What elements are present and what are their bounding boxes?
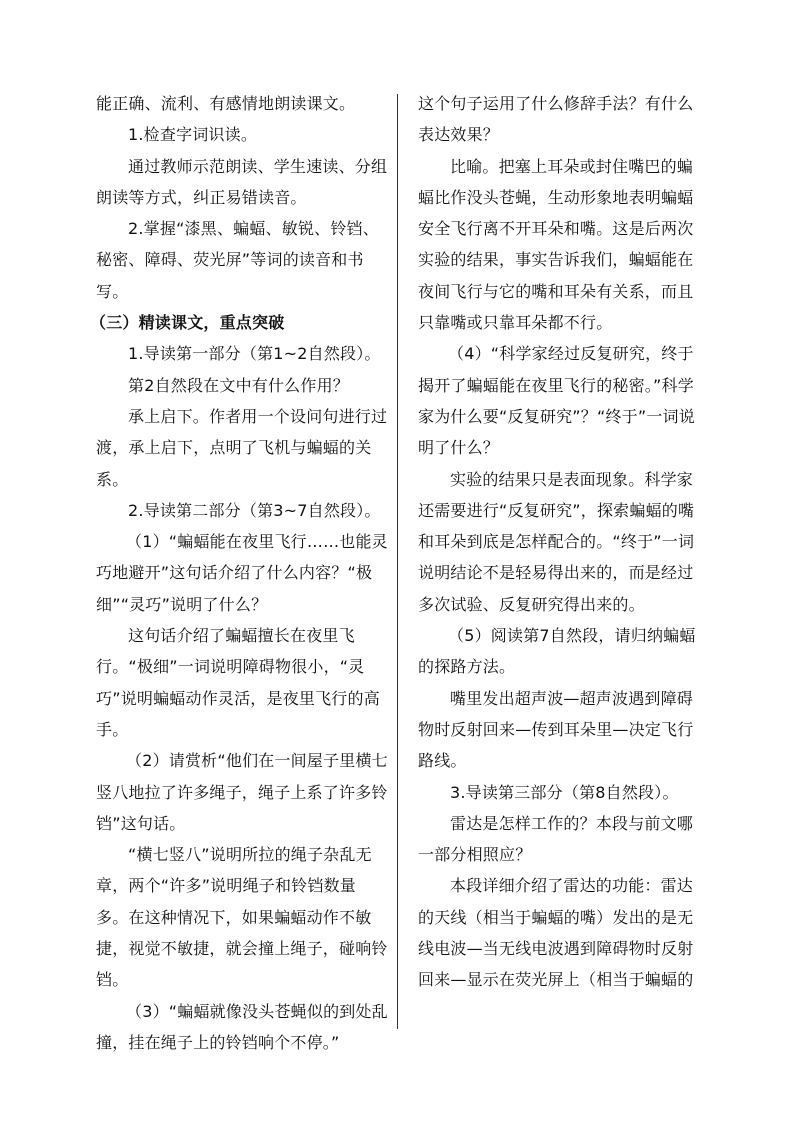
paragraph: 雷达是怎样工作的？本段与前文哪一部分相照应？ xyxy=(418,813,694,865)
paragraph: 通过教师示范朗读、学生速读、分组朗读等方式，纠正易错读音。 xyxy=(96,156,388,207)
paragraph: 实验的结果只是表面现象。科学家还需要进行“反复研究”，探索蝙蝠的嘴和耳朵到底是怎样配合的。“终于”一词说明结论不是轻易得出来的，而是经过多次试验、反复研究得出来的。 xyxy=(418,469,695,614)
paragraph: 嘴里发出超声波—超声波遇到障碍物时反射回来—传到耳朵里—决定飞行路线。 xyxy=(418,688,694,771)
paragraph: （4）“科学家经过反复研究，终于揭开了蝙蝠能在夜里飞行的秘密。”科学家为什么要“反复研究”？“终于”一词说明了什么？ xyxy=(418,344,695,458)
paragraph: 这个句子运用了什么修辞手法？有什么表达效果？ xyxy=(418,94,694,145)
column-divider xyxy=(397,94,398,1029)
paragraph: （2）请赏析“他们在一间屋子里横七竖八地拉了许多绳子，绳子上系了许多铃铛”这句话。 xyxy=(96,751,388,833)
paragraph: 本段详细介绍了雷达的功能：雷达的天线（相当于蝙蝠的嘴）发出的是无线电波—当无线电波遇到障碍物时反射回来—显示在荧光屏上（相当于蝙蝠的 xyxy=(418,876,694,990)
paragraph: 承上启下。作者用一个设问句进行过渡，承上启下，点明了飞机与蝙蝠的关系。 xyxy=(96,406,388,489)
paragraph: “横七竖八”说明所拉的绳子杂乱无章，两个“许多”说明绳子和铃铛数量多。在这种情况下，如果蝙蝠动作不敏捷，视觉不敏捷，就会撞上绳子，碰响铃铛。 xyxy=(96,845,388,990)
paragraph: 3.导读第三部分（第8自然段）。 xyxy=(450,782,679,802)
paragraph: （3）“蝙蝠就像没头苍蝇似的到处乱撞，挂在绳子上的铃铛响个不停。” xyxy=(96,1001,388,1052)
right-column xyxy=(418,88,700,996)
paragraph: 2.导读第二部分（第3~7自然段）。 xyxy=(128,500,381,520)
paragraph: 这句话介绍了蝙蝠擅长在夜里飞行。“极细”一词说明障碍物很小，“灵巧”说明蝙蝠动作灵活，是夜里飞行的高手。 xyxy=(96,626,380,739)
paragraph: 1.检查字词识读。 xyxy=(128,125,258,145)
paragraph: （1）“蝙蝠能在夜里飞行……也能灵巧地避开”这句话介绍了什么内容？“极细”“灵巧”说明了什么？ xyxy=(96,532,388,614)
paragraph: （5）阅读第7自然段，请归纳蝙蝠的探路方法。 xyxy=(418,626,696,677)
section-heading: （三）精读课文，重点突破 xyxy=(90,313,285,333)
left-column xyxy=(90,88,388,1058)
paragraph: 2.掌握“漆黑、蝙蝠、敏锐、铃铛、秘密、障碍、荧光屏”等词的读音和书写。 xyxy=(96,219,379,301)
paragraph: 1.导读第一部分（第1~2自然段）。 xyxy=(128,344,381,364)
paragraph: 比喻。把塞上耳朵或封住嘴巴的蝙蝠比作没头苍蝇，生动形象地表明蝙蝠安全飞行离不开耳朵和嘴。这是后两次实验的结果，事实告诉我们，蝙蝠能在夜间飞行与它的嘴和耳朵有关系，而且只靠嘴或只靠耳朵都不行。 xyxy=(418,156,694,333)
paragraph: 第2自然段在文中有什么作用？ xyxy=(128,375,349,395)
paragraph: 能正确、流利、有感情地朗读课文。 xyxy=(96,94,356,113)
